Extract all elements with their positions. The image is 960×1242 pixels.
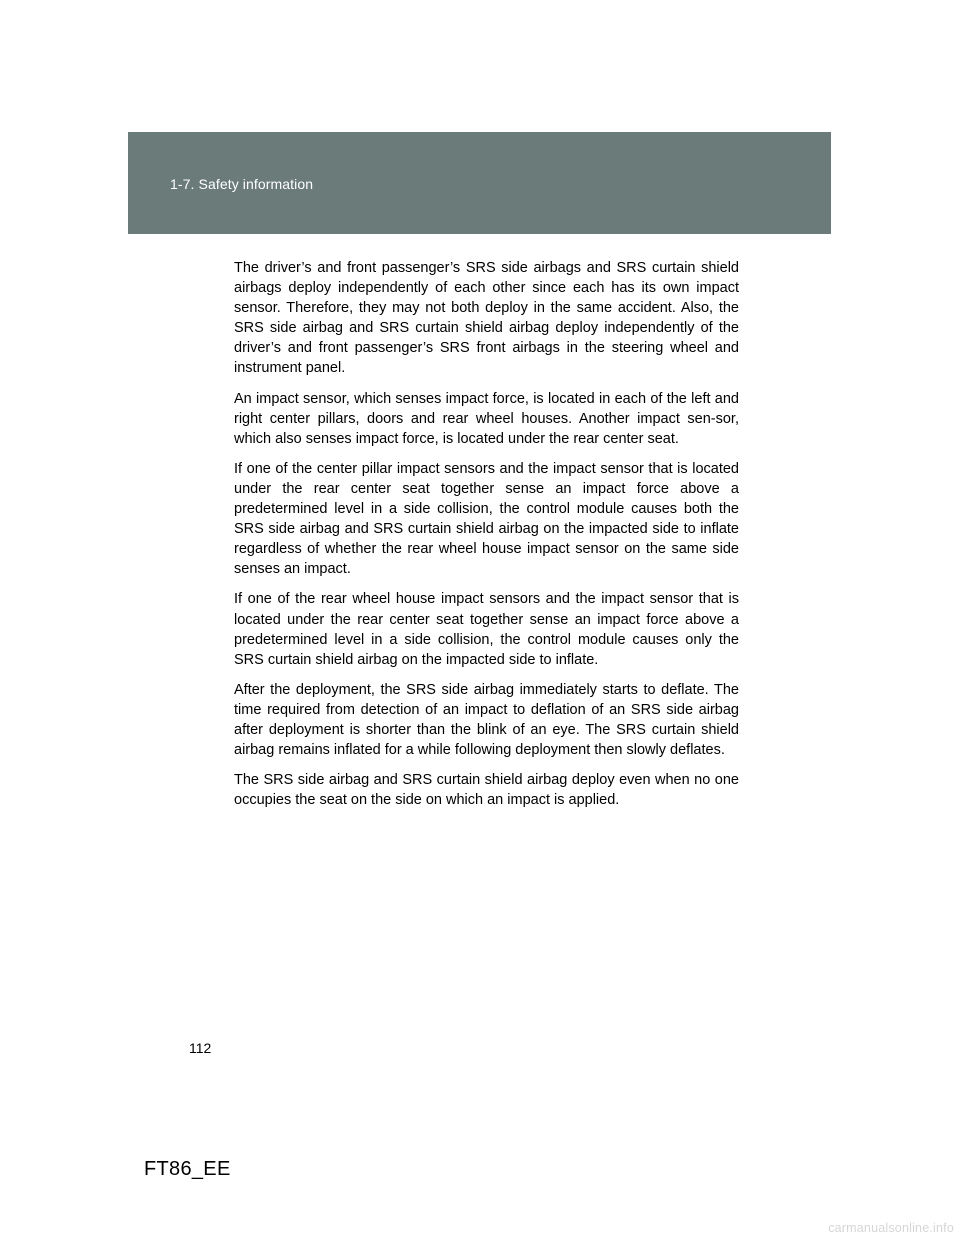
paragraph: An impact sensor, which senses impact force, is located in each of the left and right center pillars, doors and rear wheel houses. Another impact sen-sor, which also senses impact force, is located under the rear center seat. (234, 390, 739, 447)
watermark: carmanualsonline.info (828, 1221, 954, 1235)
page-number: 112 (189, 1040, 212, 1056)
header-band (128, 132, 831, 234)
document-code: FT86_EE (144, 1158, 231, 1180)
paragraph: The SRS side airbag and SRS curtain shield airbag deploy even when no one occupies the seat on the side on which an impact is applied. (234, 772, 739, 809)
paragraph: If one of the center pillar impact sensors and the impact sensor that is located under the rear center seat together sense an impact force above a predetermined level in a side collision, the control module causes both the SRS side airbag and SRS curtain shield airbag on the impacted side to inflate regardless of whether the rear wheel house impact sensor on the same side senses an impact. (234, 460, 739, 578)
paragraph: The driver’s and front passenger’s SRS side airbags and SRS curtain shield airbags deploy independently of each other since each has its own impact sensor. Therefore, they may not both deploy in the same accident. Also, the SRS side airbag and SRS curtain shield airbag deploy independently of the driver’s and front passenger’s SRS front airbags in the steering wheel and instrument panel. (234, 260, 739, 377)
paragraph: If one of the rear wheel house impact sensors and the impact sensor that is located under the rear center seat together sense an impact force above a predetermined level in a side collision, the control module causes only the SRS curtain shield airbag on the impacted side to inflate. (234, 591, 739, 668)
body-text (234, 258, 739, 820)
section-title: 1-7. Safety information (170, 176, 314, 192)
paragraph: After the deployment, the SRS side airbag immediately starts to deflate. The time required from detection of an impact to deflation of an SRS side airbag after deployment is shorter than the blink of an eye. The SRS curtain shield airbag remains inflated for a while following deployment then slowly deflates. (234, 681, 739, 759)
